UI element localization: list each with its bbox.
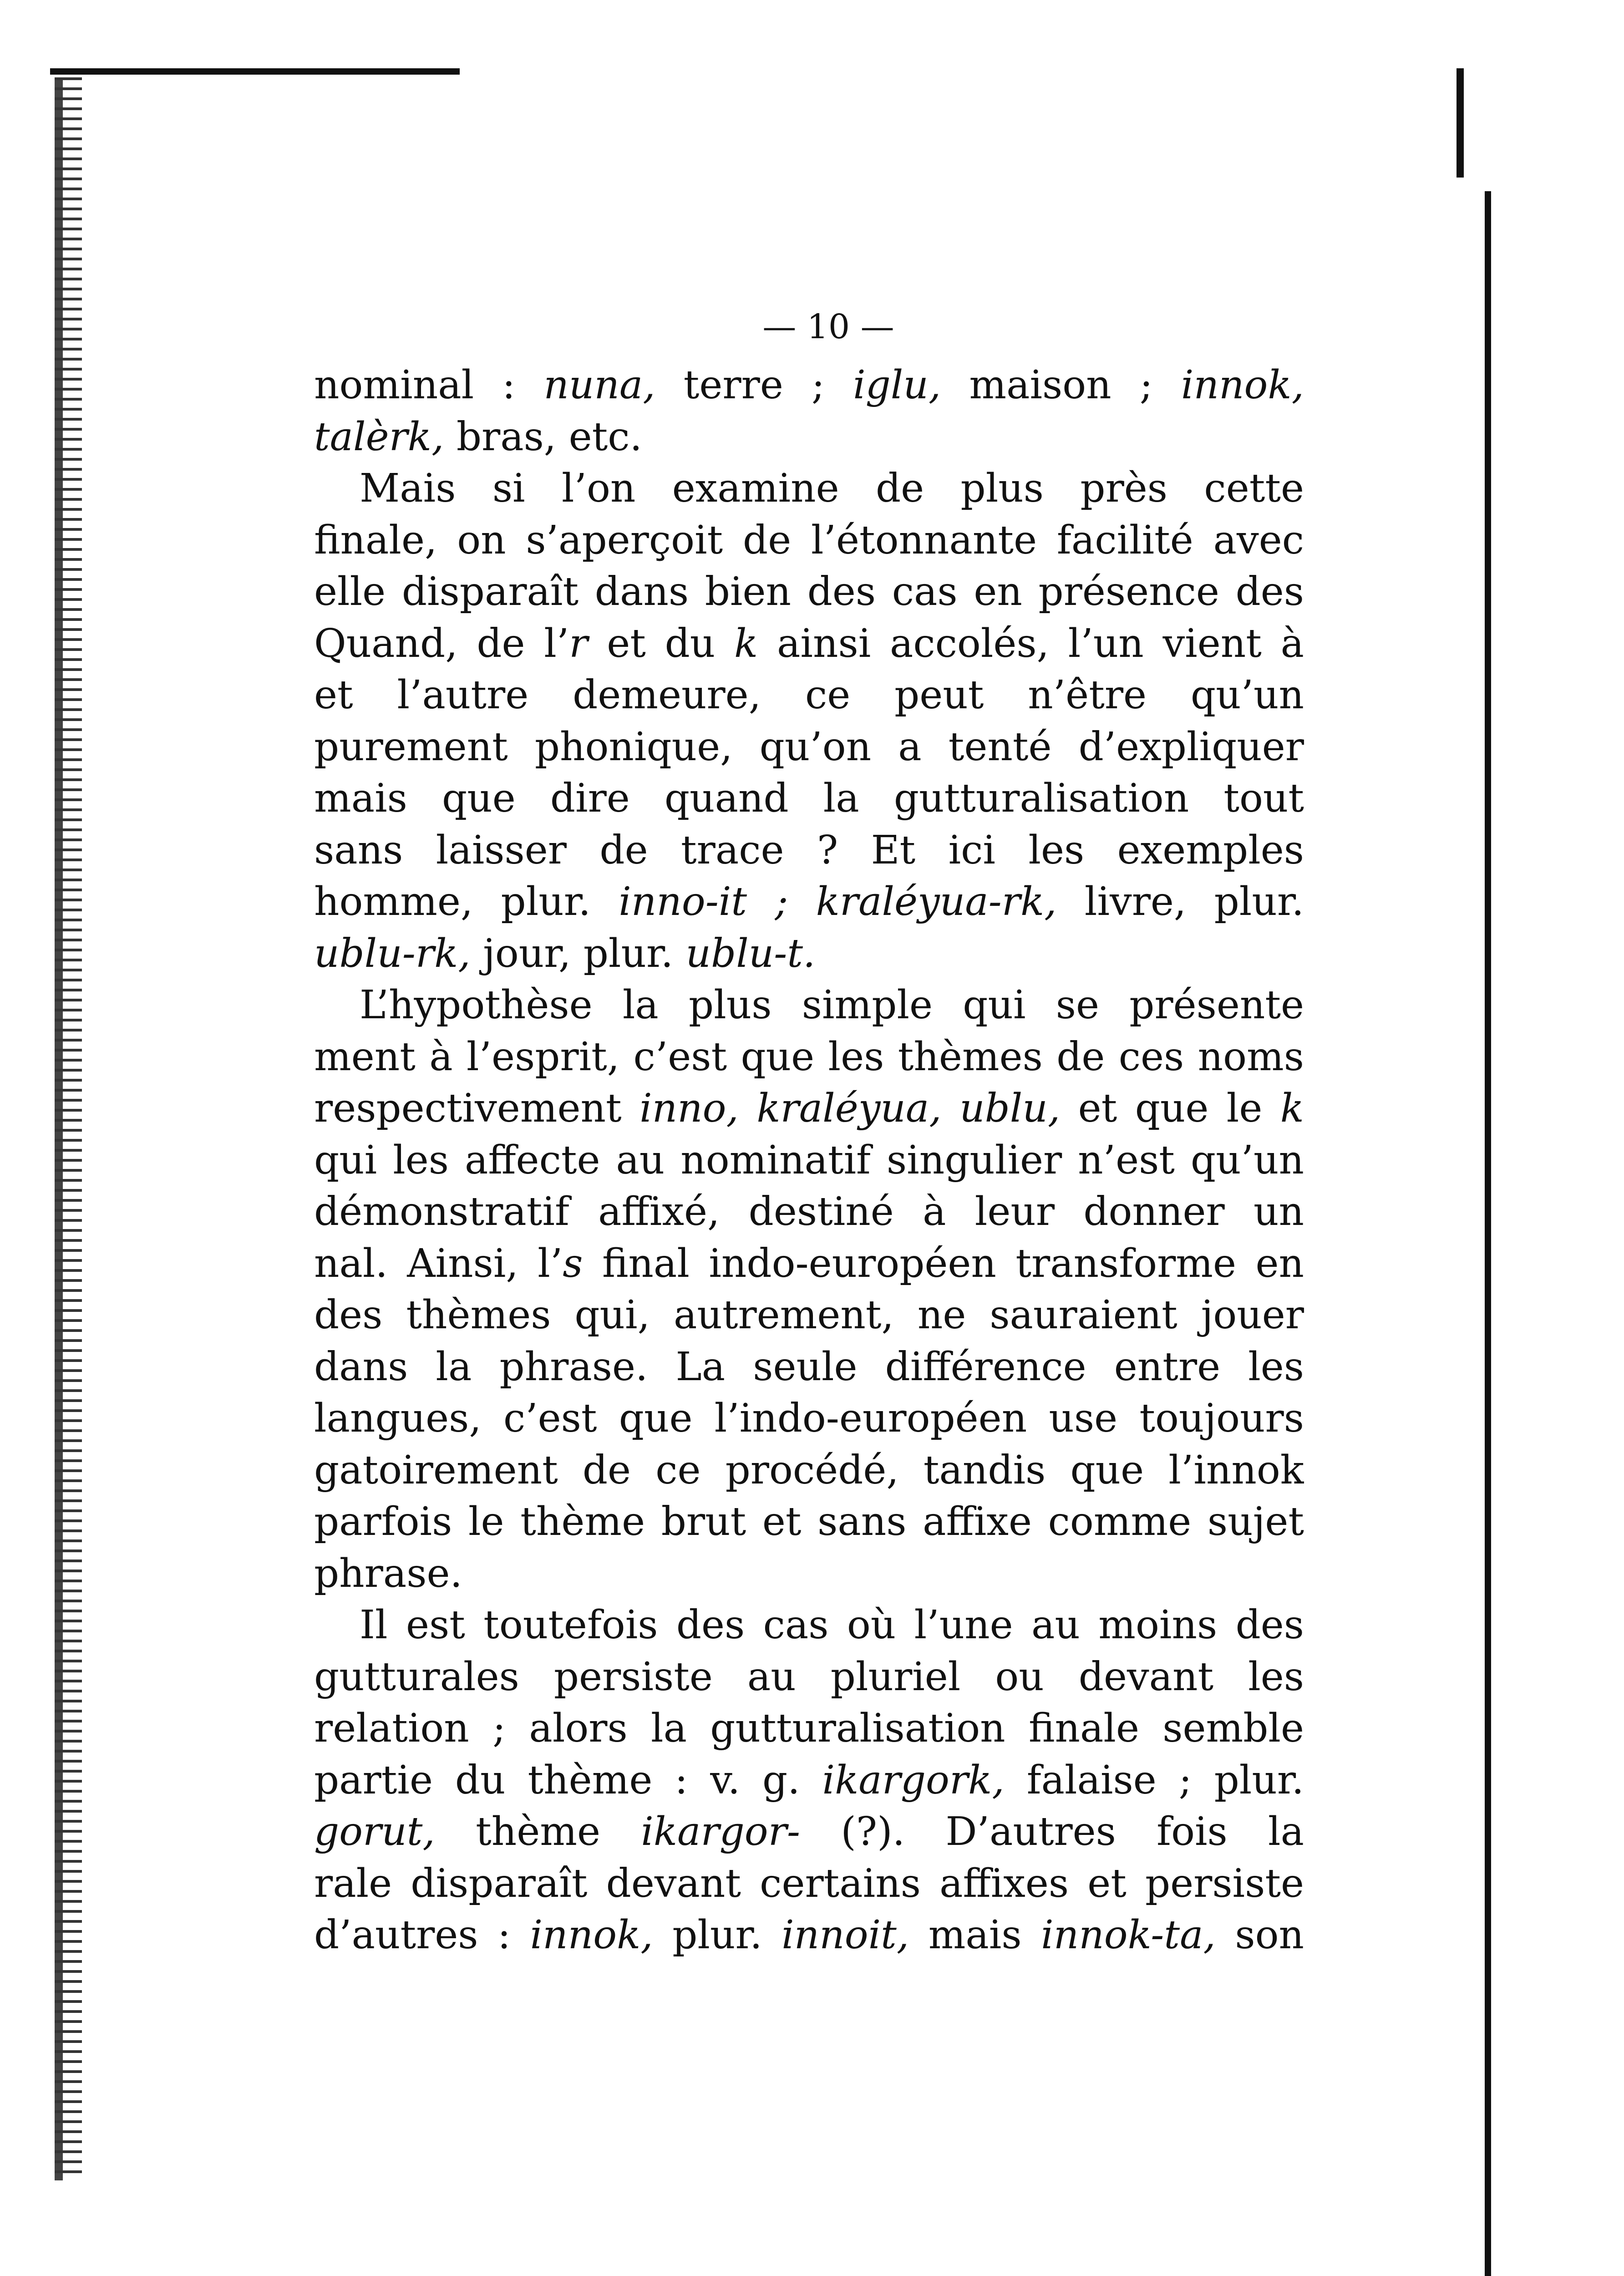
text-segment: et l’autre demeure, ce peut n’être qu’un <box>314 672 1304 718</box>
text-segment: ainsi accolés, l’un vient à <box>777 620 1304 666</box>
text-segment: homme, plur. <box>314 879 619 925</box>
italic-term: r <box>569 620 588 666</box>
text-line <box>314 463 1304 515</box>
text-segment: final indo-européen transforme en <box>602 1240 1304 1286</box>
text-line <box>314 980 1304 1031</box>
text-segment: et que le <box>1060 1086 1280 1131</box>
text-segment: son <box>1235 1912 1304 1958</box>
text-line <box>314 1186 1304 1238</box>
scan-binding-edge <box>55 77 82 2180</box>
text-segment: dans la phrase. La seule différence entre les <box>314 1344 1304 1390</box>
text-segment: bras, etc. <box>444 414 642 460</box>
text-segment: jour, plur. <box>470 930 686 976</box>
text-line <box>314 1651 1304 1703</box>
italic-term: gorut, <box>314 1809 435 1854</box>
text-line <box>314 1806 1304 1858</box>
text-line <box>314 1083 1304 1135</box>
text-segment: thème <box>435 1809 641 1854</box>
text-segment: mais que dire quand la gutturalisation tout <box>314 776 1304 821</box>
italic-term: inno-it ; kraléyua-rk, <box>619 879 1057 925</box>
text-segment: d’autres : <box>314 1912 530 1958</box>
italic-term: k <box>1280 1086 1304 1131</box>
italic-term: ublu-t. <box>685 930 816 976</box>
body-text <box>314 360 1304 1961</box>
text-line <box>314 825 1304 877</box>
text-line <box>314 1290 1304 1341</box>
text-line <box>314 1703 1304 1755</box>
italic-term: k <box>734 620 758 666</box>
italic-term: ikargor- <box>641 1809 801 1854</box>
text-line <box>314 360 1304 412</box>
text-line <box>314 618 1304 670</box>
italic-term: innoit, <box>782 1912 909 1958</box>
scan-border-top <box>50 68 460 75</box>
text-segment: et du <box>588 620 735 666</box>
text-segment: terre ; <box>655 362 853 408</box>
text-segment: phrase. <box>314 1550 462 1596</box>
text-line <box>314 773 1304 825</box>
italic-term: innok-ta, <box>1041 1912 1216 1958</box>
text-line <box>314 721 1304 773</box>
italic-term: innok, <box>530 1912 653 1958</box>
italic-term: ikargork, <box>822 1757 1005 1803</box>
text-segment: sans laisser de trace ? Et ici les exemples <box>314 827 1304 873</box>
italic-term: iglu, <box>853 362 941 408</box>
text-segment: Mais si l’on examine de plus près cette <box>360 466 1304 511</box>
text-line <box>314 566 1304 618</box>
text-line <box>314 1031 1304 1083</box>
text-line <box>314 1755 1304 1807</box>
text-segment: Il est toutefois des cas où l’une au moins des <box>360 1602 1304 1648</box>
text-segment: (?). D’autres fois la <box>841 1809 1304 1854</box>
italic-term: ublu-rk, <box>314 930 471 976</box>
text-segment: mais <box>909 1912 1041 1958</box>
text-segment: rale disparaît devant certains affixes et persiste <box>314 1860 1304 1906</box>
text-segment: maison ; <box>941 362 1181 408</box>
text-line <box>314 1858 1304 1910</box>
text-segment: gutturales persiste au pluriel ou devant les <box>314 1654 1304 1700</box>
text-line <box>314 1445 1304 1497</box>
text-segment: ment à l’esprit, c’est que les thèmes de ces noms <box>314 1034 1304 1080</box>
text-segment: plur. <box>653 1912 782 1958</box>
text-line <box>314 1496 1304 1548</box>
text-segment: respectivement <box>314 1086 640 1131</box>
text-line <box>314 1341 1304 1393</box>
italic-term: talèrk, <box>314 414 444 460</box>
text-line <box>314 515 1304 567</box>
text-line <box>314 670 1304 721</box>
text-segment: elle disparaît dans bien des cas en présence des <box>314 569 1304 615</box>
text-line <box>314 1238 1304 1290</box>
text-segment: partie du thème : v. g. <box>314 1757 822 1803</box>
scan-border-right <box>1485 191 1491 2276</box>
italic-term: s <box>563 1240 583 1286</box>
italic-term: innok, <box>1181 362 1304 408</box>
text-line <box>314 1548 1304 1600</box>
text-segment: gatoirement de ce procédé, tandis que l’innok <box>314 1447 1304 1493</box>
text-segment: nal. Ainsi, l’ <box>314 1240 563 1286</box>
text-line <box>314 1135 1304 1187</box>
text-segment: purement phonique, qu’on a tenté d’expliquer <box>314 724 1304 770</box>
text-segment: relation ; alors la gutturalisation finale semble <box>314 1706 1304 1751</box>
text-segment: parfois le thème brut et sans affixe comme sujet <box>314 1499 1304 1544</box>
text-line <box>314 1393 1304 1445</box>
text-line <box>314 1600 1304 1651</box>
text-segment: Quand, de l’ <box>314 620 569 666</box>
text-segment: L’hypothèse la plus simple qui se présente <box>360 982 1304 1028</box>
italic-term: nuna, <box>543 362 655 408</box>
text-line <box>314 928 1304 980</box>
text-line <box>314 1910 1304 1961</box>
scan-border-right-upper <box>1457 68 1464 178</box>
text-segment: des thèmes qui, autrement, ne sauraient jouer <box>314 1292 1304 1338</box>
text-segment: démonstratif affixé, destiné à leur donner un <box>314 1189 1304 1235</box>
text-segment: livre, plur. <box>1056 879 1304 925</box>
text-line <box>314 876 1304 928</box>
text-line <box>314 412 1304 463</box>
italic-term: inno, kraléyua, ublu, <box>639 1086 1061 1131</box>
text-segment: finale, on s’aperçoit de l’étonnante facilité avec <box>314 517 1304 563</box>
text-segment: qui les affecte au nominatif singulier n’est qu’un <box>314 1137 1304 1183</box>
text-segment: nominal : <box>314 362 544 408</box>
page-number: — 10 — <box>762 307 894 346</box>
text-segment: falaise ; plur. <box>1004 1757 1304 1803</box>
text-segment: langues, c’est que l’indo-européen use toujours <box>314 1396 1304 1441</box>
